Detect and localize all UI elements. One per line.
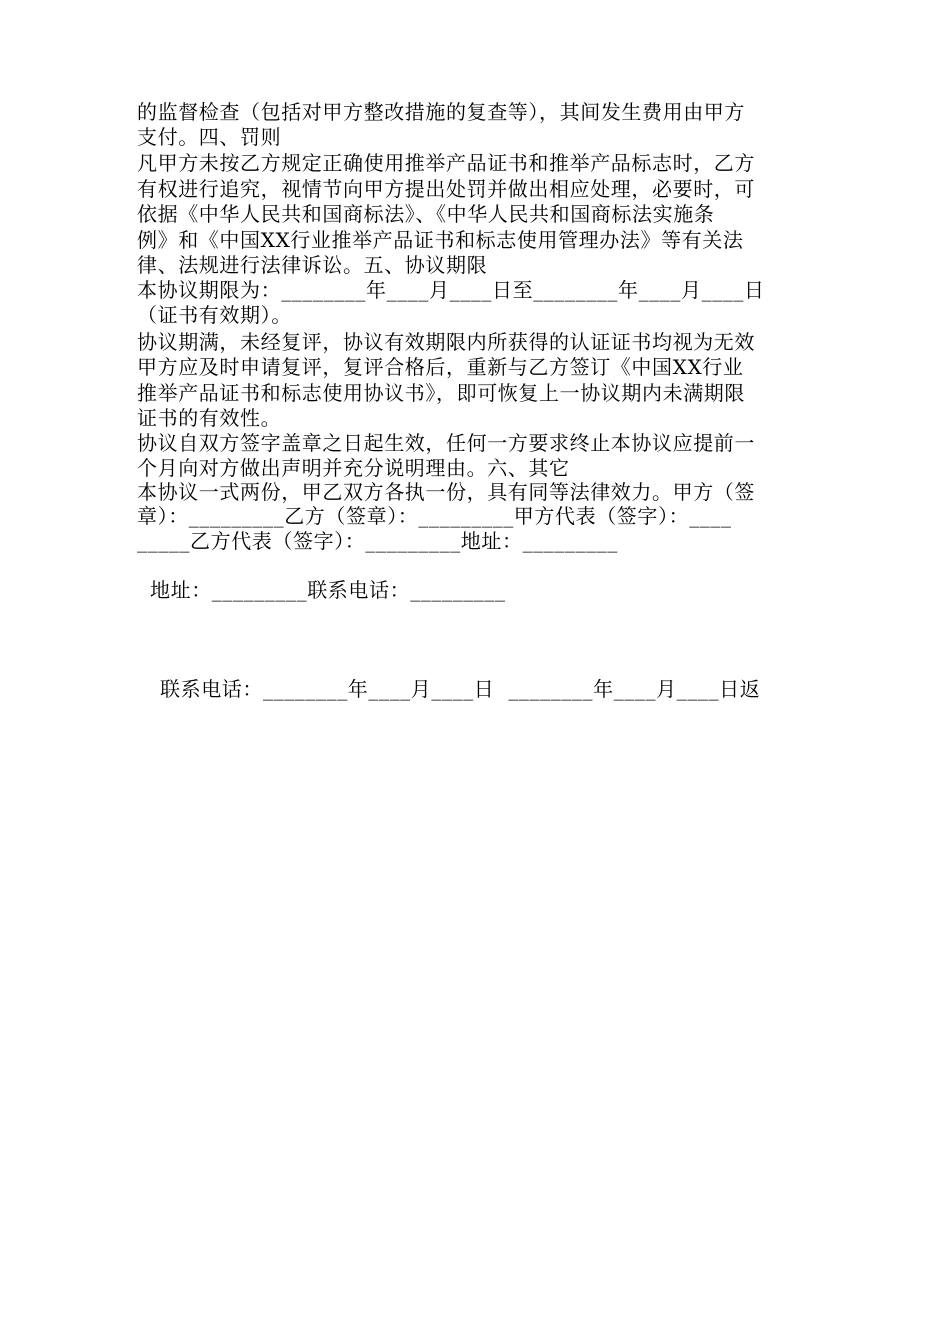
body-line-13: 证书的有效性。	[137, 406, 282, 430]
body-line-9: （证书有效期）。	[137, 303, 292, 327]
phone-date-line: 联系电话：________年____月____日 ________年____月____日返	[160, 677, 761, 701]
body-line-14: 协议自双方签字盖章之日起生效，任何一方要求终止本协议应提前一	[137, 431, 755, 455]
body-line-18: _____乙方代表（签字）：_________地址：_________	[137, 529, 618, 553]
body-line-11: 甲方应及时申请复评，复评合格后，重新与乙方签订《中国XX行业	[137, 355, 744, 379]
address-phone-line: 地址：_________联系电话：_________	[150, 578, 506, 602]
body-line-7: 律、法规进行法律诉讼。五、协议期限	[137, 253, 488, 277]
body-line-6: 例》和《中国XX行业推举产品证书和标志使用管理办法》等有关法	[137, 228, 744, 252]
body-line-10: 协议期满，未经复评，协议有效期限内所获得的认证证书均视为无效	[137, 330, 755, 354]
body-line-17: 章）：_________乙方（签章）：_________甲方代表（签字）：____	[137, 504, 732, 528]
body-line-5: 依据《中华人民共和国商标法》、《中华人民共和国商标法实施条	[137, 202, 715, 226]
body-line-8: 本协议期限为：________年____月____日至________年____月____日	[137, 278, 765, 302]
body-line-2: 支付。四、罚则	[137, 125, 282, 149]
body-line-1: 的监督检查（包括对甲方整改措施的复查等），其间发生费用由甲方	[137, 100, 745, 124]
body-line-16: 本协议一式两份，甲乙双方各执一份，具有同等法律效力。甲方（签	[137, 480, 755, 504]
body-line-3: 凡甲方未按乙方规定正确使用推举产品证书和推举产品标志时，乙方	[137, 151, 755, 175]
body-line-12: 推举产品证书和标志使用协议书》，即可恢复上一协议期内未满期限	[137, 381, 745, 405]
body-line-4: 有权进行追究，视情节向甲方提出处罚并做出相应处理，必要时，可	[137, 177, 755, 201]
body-line-15: 个月向对方做出声明并充分说明理由。六、其它	[137, 456, 570, 480]
